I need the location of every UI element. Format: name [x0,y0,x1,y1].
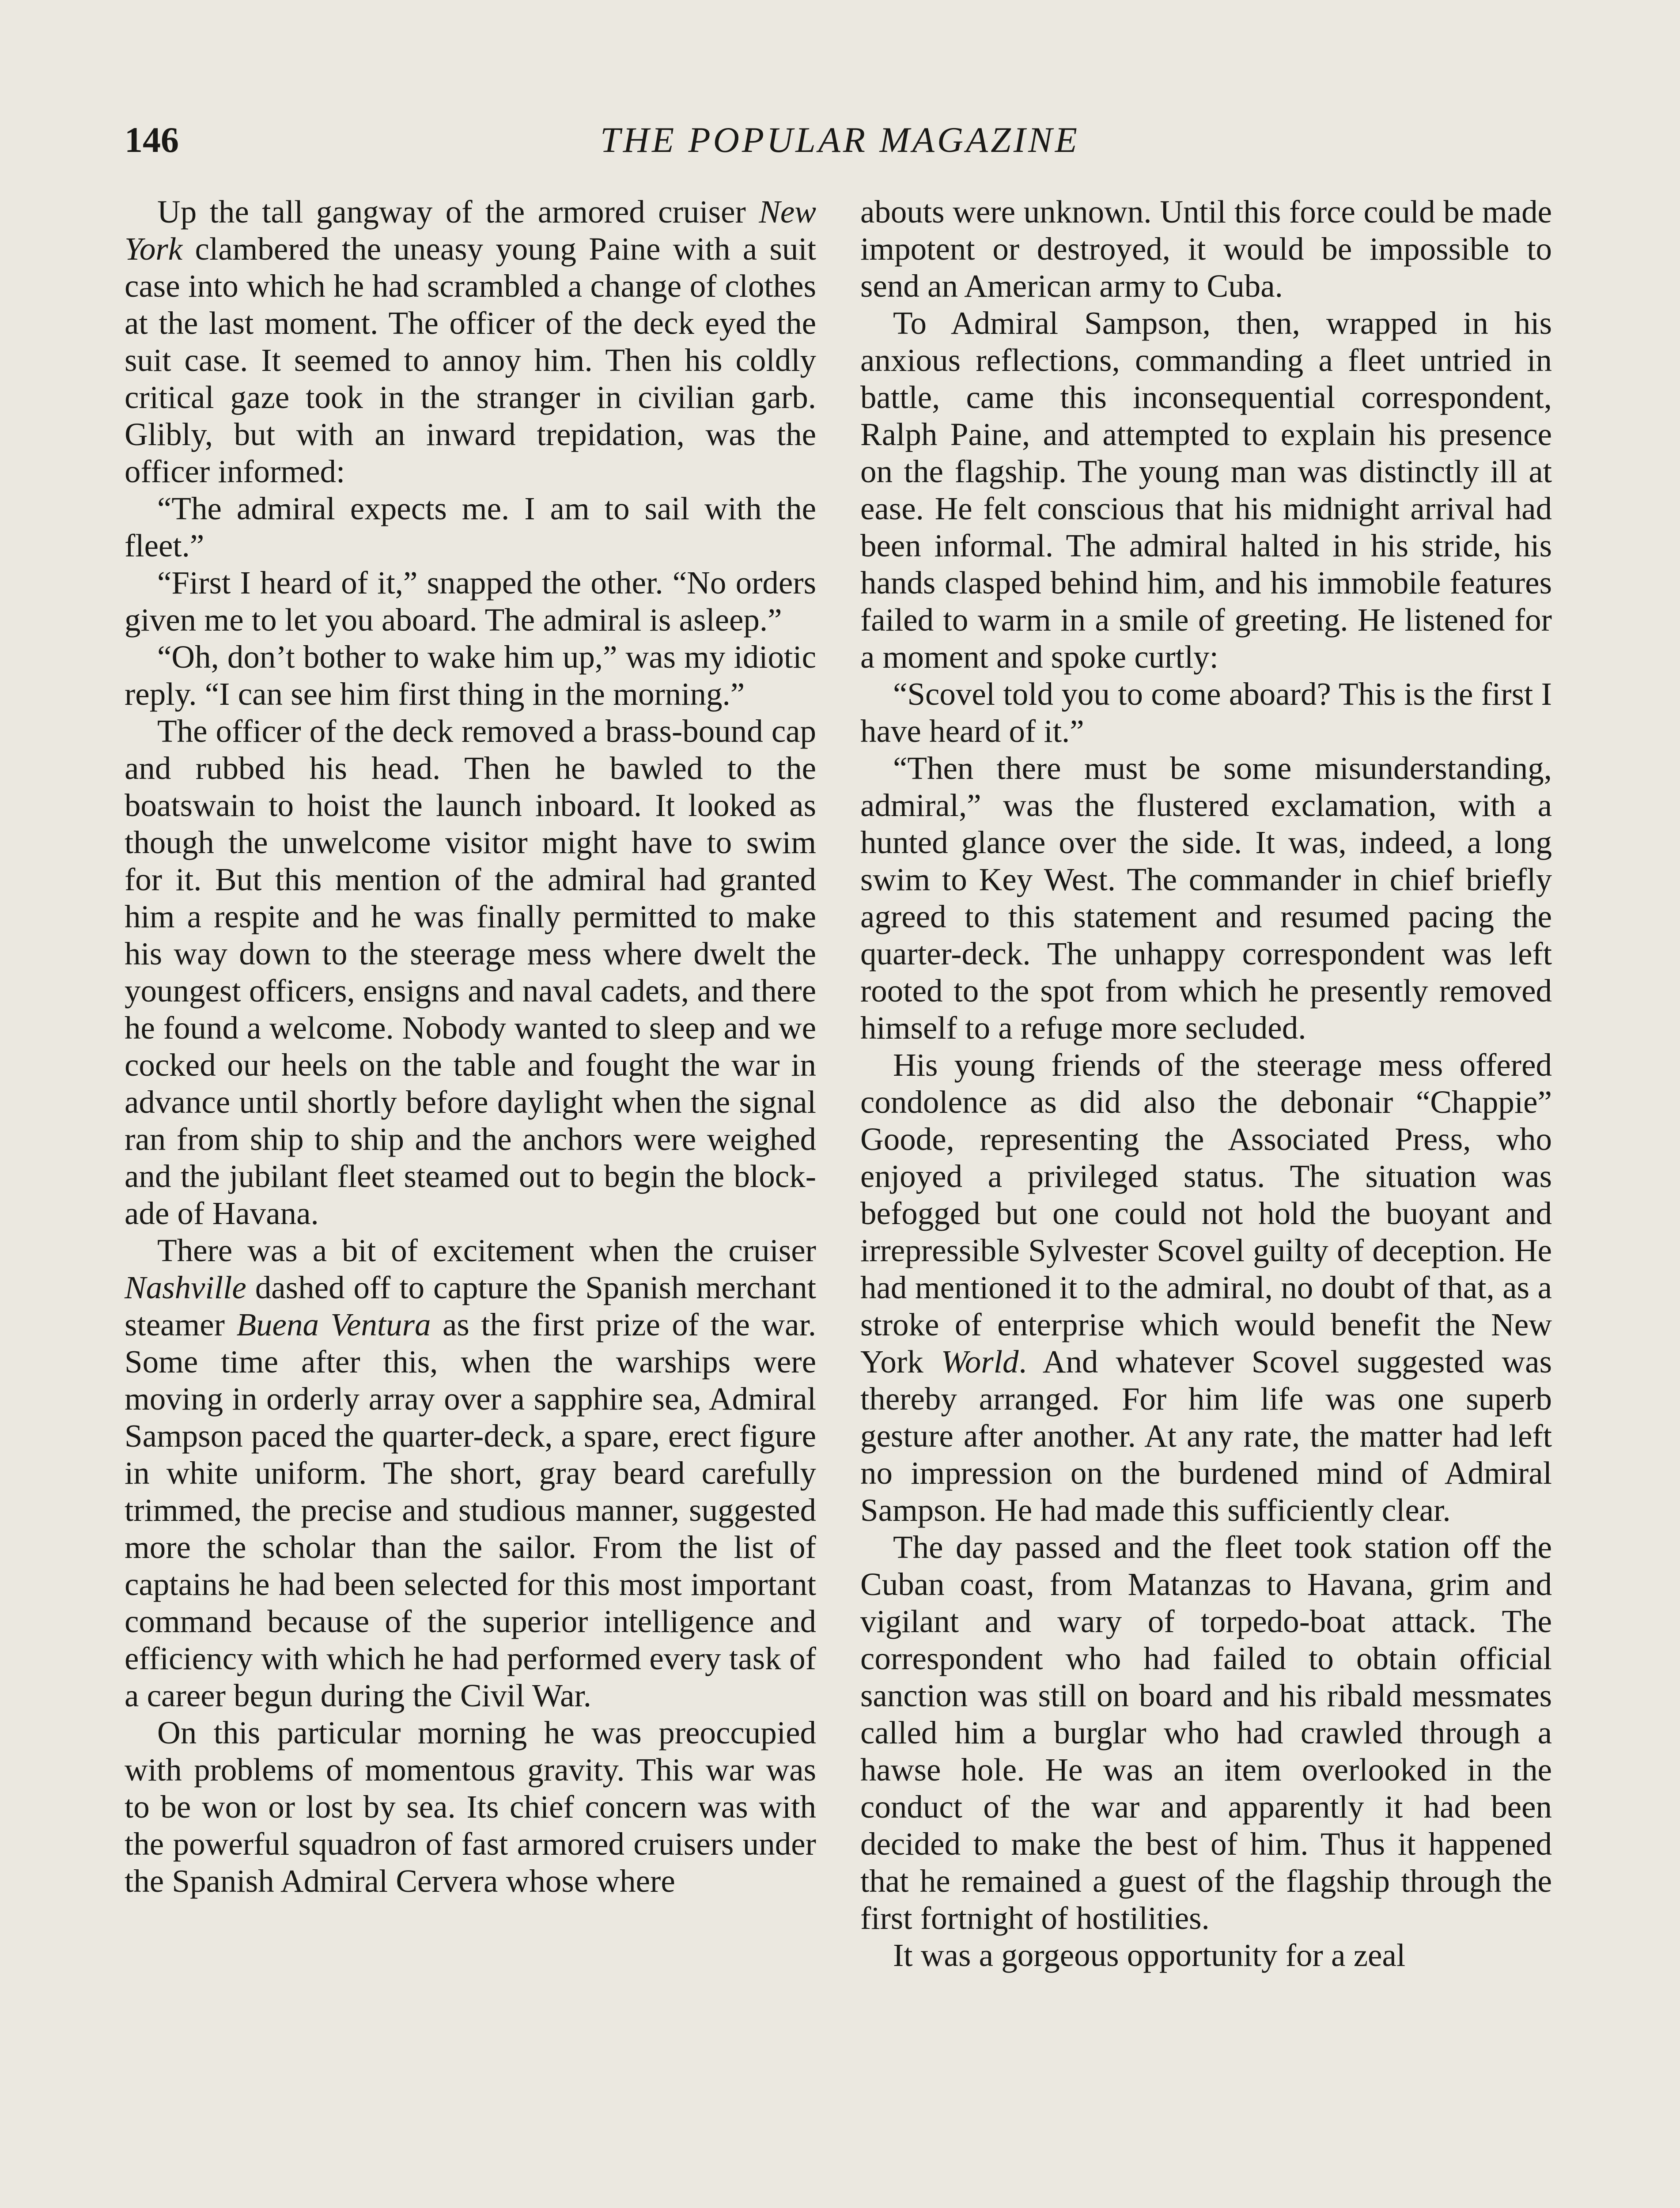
page-number: 146 [125,120,179,160]
paragraph: Up the tall gangway of the armored cruiser New York clambered the uneasy young Paine with a suit case into which he had scrambled a change of clothes at the last moment. The officer of the deck eyed the suit case. It seemed to annoy him. Then his coldly critical gaze took in the stranger in civilian garb. Glibly, but with an inward trepidation, was the officer informed: [125,194,816,489]
running-title: THE POPULAR MAGAZINE [600,120,1080,160]
ship-name: Nashville [125,1270,246,1305]
paragraph: His young friends of the steerage mess offered condolence as did also the debonair “Chappie” Goode, representing the Associated Press, who enjoyed a privileged status. The situation was befogged but one could not hold the buoyant and irrepressible Sylvester Scovel guilty of deception. He had mentioned it to the admiral, no doubt of that, as a stroke of enterprise which would benefit the New York World. And whatever Scovel suggested was thereby arranged. For him life was one superb gesture after another. At any rate, the matter had left no impression on the burdened mind of Admiral Sampson. He had made this sufficiently clear. [860,1047,1552,1528]
paragraph: To Admiral Sampson, then, wrapped in his anxious reflections, commanding a fleet untried in battle, came this inconsequential correspondent, Ralph Paine, and attempted to explain his presence on the flagship. The young man was distinctly ill at ease. He felt conscious that his midnight arrival had been informal. The admiral halted in his stride, his hands clasped behind him, and his immobile features failed to warm in a smile of greeting. He listened for a moment and spoke curtly: [860,305,1552,675]
paragraph-continued: abouts were unknown. Until this force could be made impotent or destroyed, it would be impossible to send an American army to Cuba. [860,194,1552,304]
paragraph: It was a gorgeous opportunity for a zeal [893,1937,1406,1973]
page-header [125,116,1555,164]
paragraph: “Oh, don’t bother to wake him up,” was my idiotic reply. “I can see him first thing in the morning.” [125,639,816,712]
newspaper-name: World [941,1344,1019,1380]
ship-name: Buena Ventura [236,1307,431,1342]
paragraph: On this particular morning he was preoccupied with problems of momentous gravity. This war was to be won or lost by sea. Its chief concern was with the powerful squadron of fast armored cruisers under the Spanish Admiral Cervera whose where [125,1715,816,1899]
right-column [860,193,1552,1974]
paragraph: “First I heard of it,” snapped the other. “No orders given me to let you aboard. The admiral is asleep.” [125,565,816,638]
ship-name: New York [125,194,816,267]
paragraph: There was a bit of excitement when the cruiser Nashville dashed off to capture the Spanish merchant steamer Buena Ventura as the first prize of the war. Some time after this, when the warships were moving in orderly array over a sapphire sea, Admiral Sampson paced the quarter-deck, a spare, erect figure in white uniform. The short, gray beard carefully trimmed, the precise and studious manner, suggested more the scholar than the sailor. From the list of captains he had been selected for this most important command because of the superior intelligence and efficiency with which he had performed every task of a career begun during the Civil War. [125,1233,816,1713]
paragraph: “Then there must be some misunderstanding, admiral,” was the flustered exclamation, with a hunted glance over the side. It was, indeed, a long swim to Key West. The commander in chief briefly agreed to this statement and resumed pacing the quarter-deck. The unhappy correspondent was left rooted to the spot from which he presently removed himself to a refuge more secluded. [860,750,1552,1046]
left-column [125,193,816,1900]
paragraph: “The admiral expects me. I am to sail with the fleet.” [125,491,816,563]
paragraph: The day passed and the fleet took station off the Cuban coast, from Matanzas to Havana, grim and vigilant and wary of torpedo-boat attack. The correspondent who had failed to obtain official sanction was still on board and his ribald messmates called him a burglar who had crawled through a hawse hole. He was an item overlooked in the conduct of the war and apparently it had been decided to make the best of him. Thus it happened that he remained a guest of the flagship through the first fortnight of hostilities. [860,1529,1552,1936]
paragraph: The officer of the deck removed a brass-bound cap and rubbed his head. Then he bawled to the boatswain to hoist the launch inboard. It looked as though the unwelcome visitor might have to swim for it. But this mention of the admiral had granted him a respite and he was finally permitted to make his way down to the steerage mess where dwelt the youngest officers, ensigns and naval cadets, and there he found a welcome. Nobody wanted to sleep and we cocked our heels on the table and fought the war in advance until shortly before daylight when the signal ran from ship to ship and the anchors were weighed and the jubilant fleet steamed out to begin the blockade of Havana. [125,713,816,1231]
paragraph: “Scovel told you to come aboard? This is the first I have heard of it.” [860,676,1552,749]
